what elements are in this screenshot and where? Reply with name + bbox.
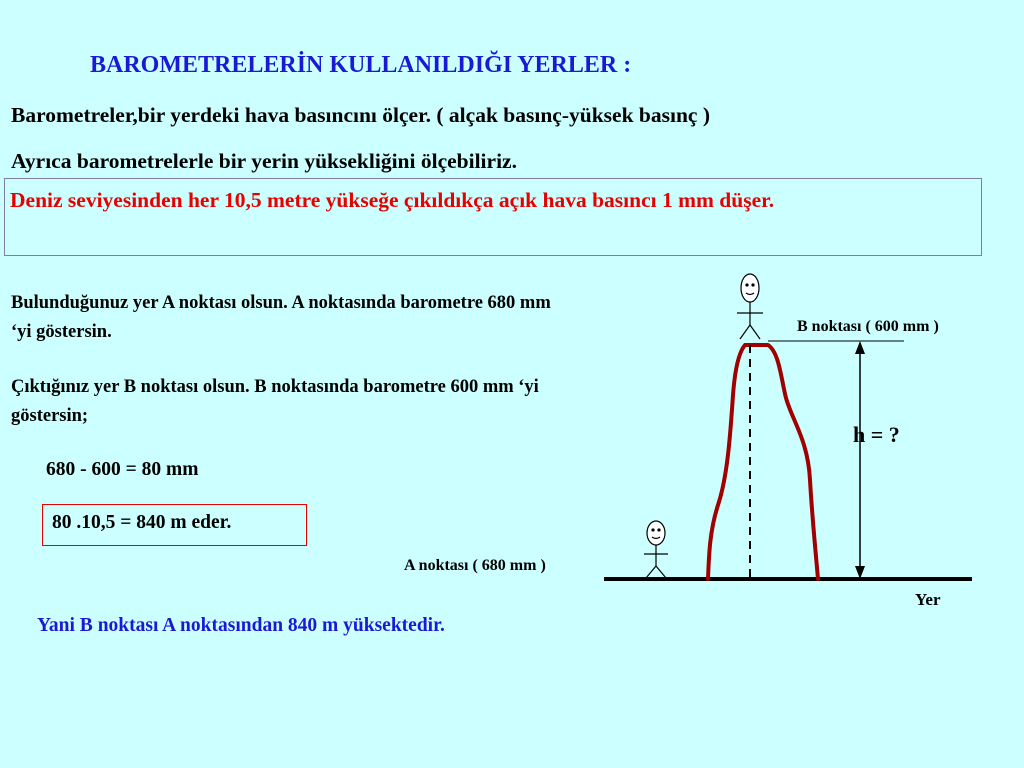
height-label: h = ? — [853, 422, 900, 447]
mountain-outline — [708, 345, 818, 579]
stick-figure-a-icon — [644, 521, 668, 578]
calculation-result-box: 80 .10,5 = 840 m eder. — [42, 504, 307, 546]
intro-line-2: Ayrıca barometrelerle bir yerin yüksekliğini ölçebiliriz. — [11, 149, 517, 173]
height-arrow-head-top — [855, 341, 865, 354]
ground-label: Yer — [915, 590, 941, 609]
example-paragraph-b: Çıktığınız yer B noktası olsun. B noktasında barometre 600 mm ‘yi göstersin; — [11, 377, 539, 426]
conclusion-text: Yani B noktası A noktasından 840 m yüksektedir. — [37, 615, 445, 636]
point-b-label: B noktası ( 600 mm ) — [797, 318, 939, 335]
calculation-difference: 680 - 600 = 80 mm — [46, 459, 199, 480]
example-paragraph-a: Bulunduğunuz yer A noktası olsun. A noktasında barometre 680 mm ‘yi göstersin. — [11, 293, 551, 342]
stick-figure-b-icon — [737, 274, 763, 339]
highlight-box: Deniz seviyesinden her 10,5 metre yükseğe çıkıldıkça açık hava basıncı 1 mm düşer. — [4, 178, 982, 256]
intro-line-1: Barometreler,bir yerdeki hava basıncını ölçer. ( alçak basınç-yüksek basınç ) — [11, 103, 710, 127]
page-title: BAROMETRELERİN KULLANILDIĞI YERLER : — [90, 52, 632, 78]
point-a-label: A noktası ( 680 mm ) — [404, 557, 546, 574]
